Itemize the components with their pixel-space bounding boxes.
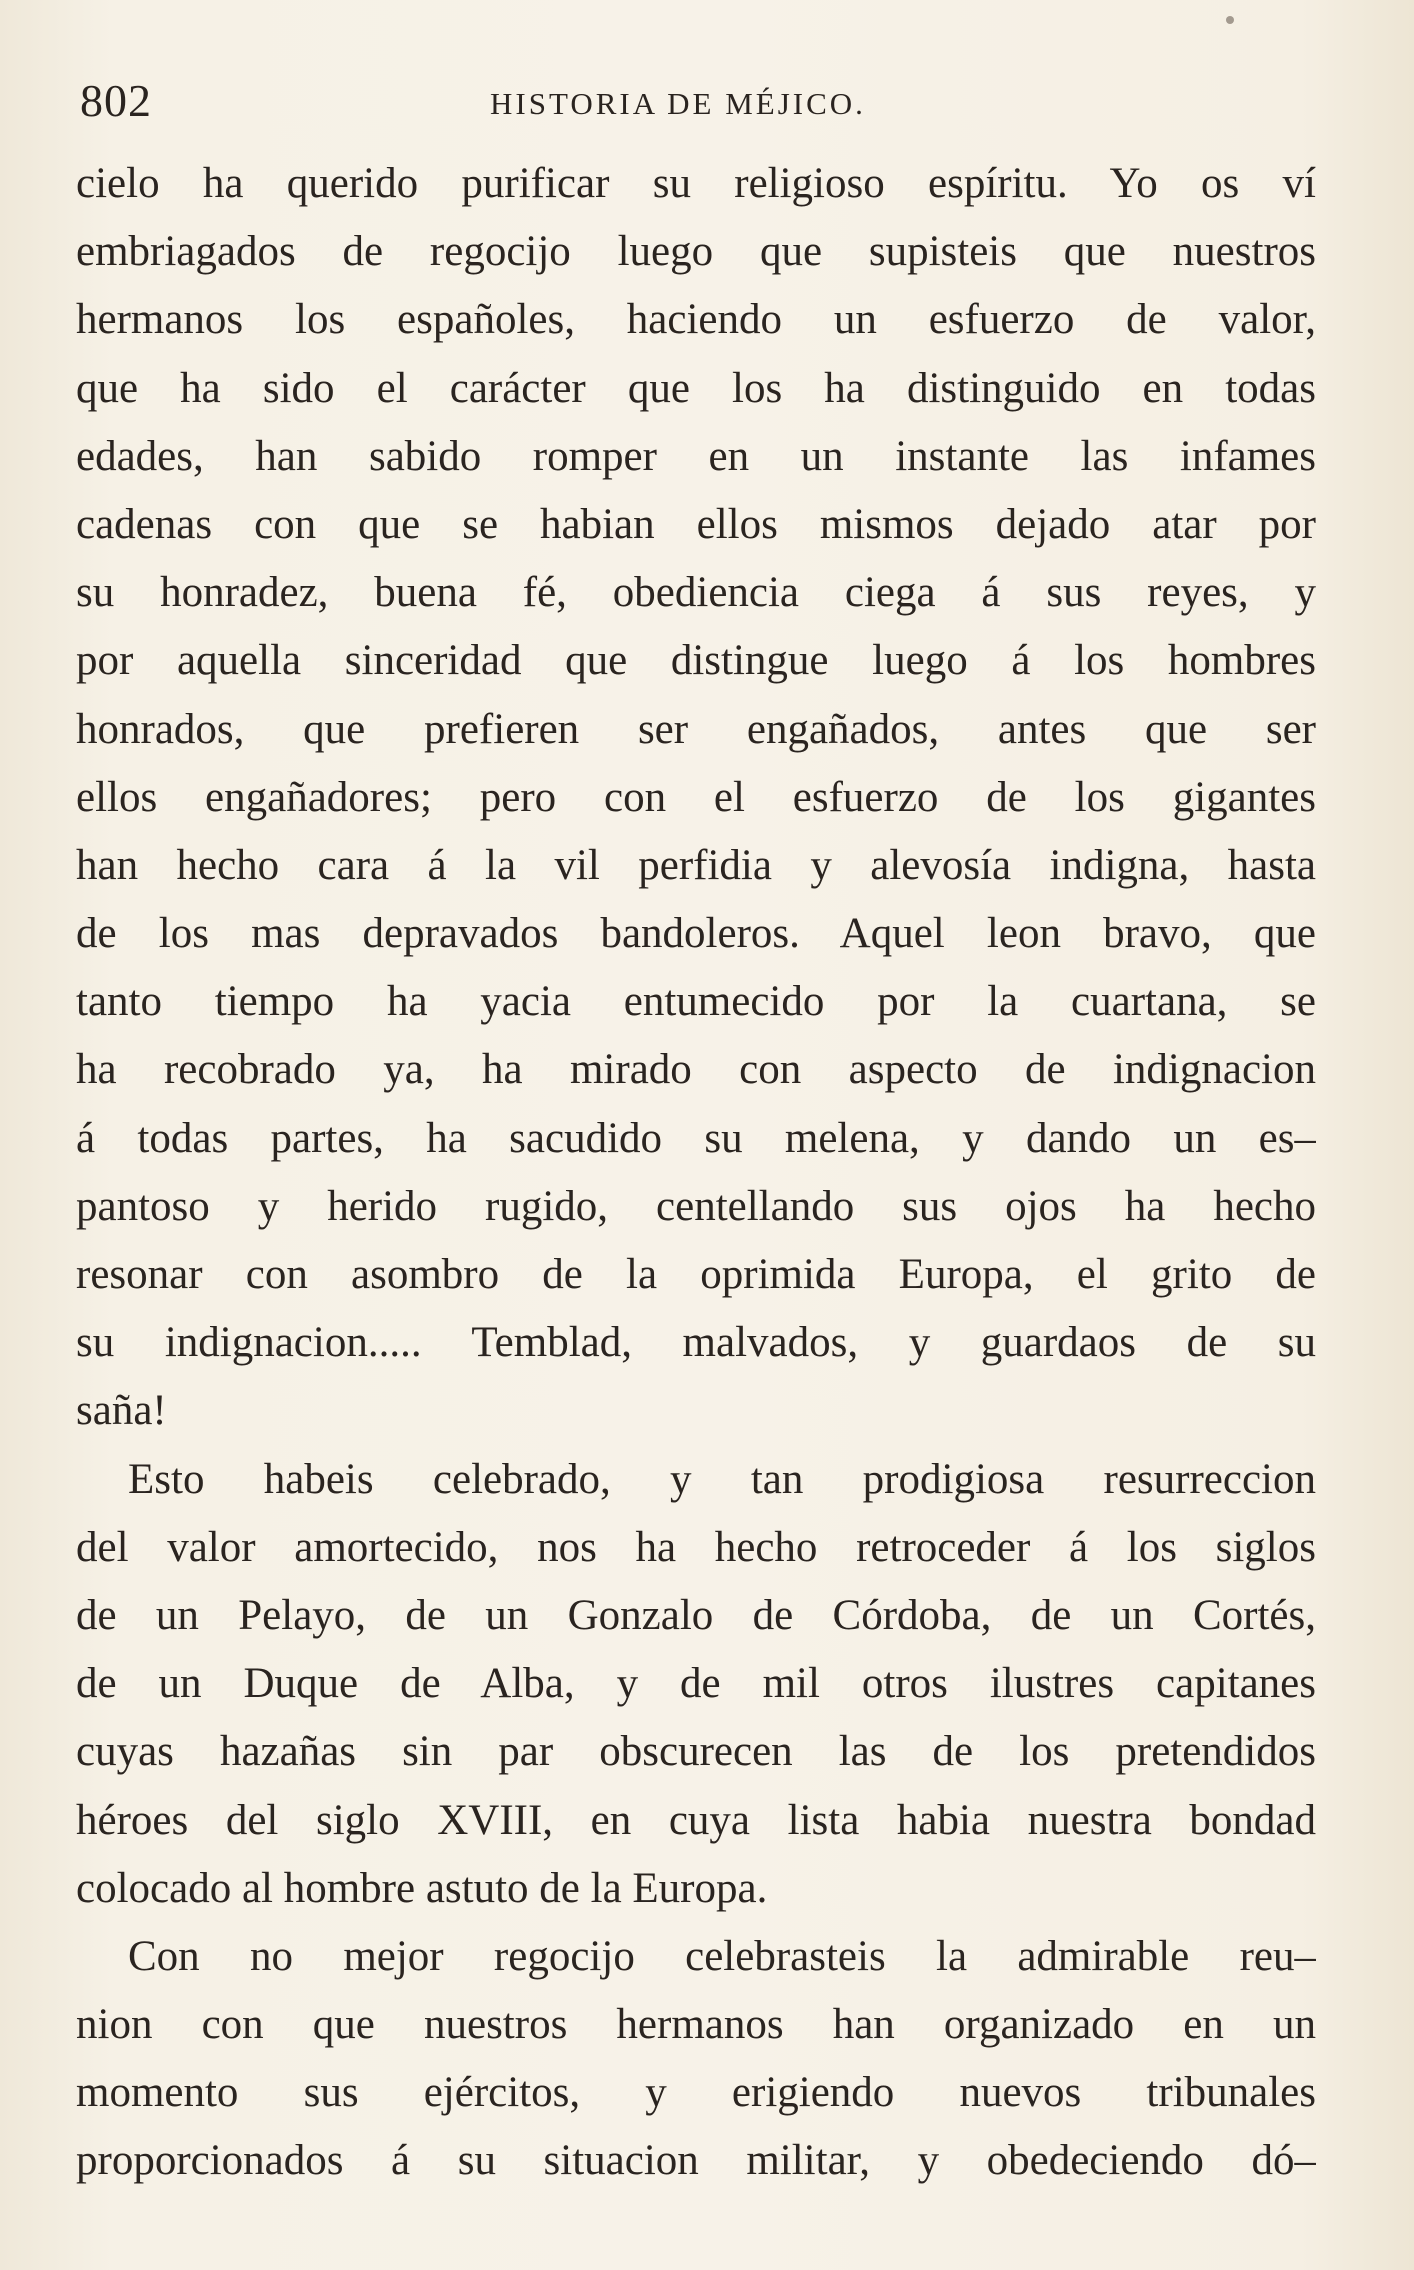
text-line: embriagados de regocijo luego que supisteis que nuestros xyxy=(76,228,1316,276)
text-line: por aquella sinceridad que distingue luego á los hombres xyxy=(76,637,1316,685)
text-line: han hecho cara á la vil perfidia y alevosía indigna, hasta xyxy=(76,841,1316,889)
text-line: proporcionados á su situacion militar, y obedeciendo dó– xyxy=(76,2137,1316,2185)
text-line: su honradez, buena fé, obediencia ciega á sus reyes, y xyxy=(76,569,1316,617)
text-line: momento sus ejércitos, y erigiendo nuevos tribunales xyxy=(76,2069,1316,2117)
text-line: Con no mejor regocijo celebrasteis la admirable reu– xyxy=(128,1932,1316,1980)
text-line: héroes del siglo XVIII, en cuya lista habia nuestra bondad xyxy=(76,1796,1316,1844)
text-line: Esto habeis celebrado, y tan prodigiosa resurreccion xyxy=(128,1455,1316,1503)
text-line: á todas partes, ha sacudido su melena, y dando un es– xyxy=(76,1114,1316,1162)
text-line: tanto tiempo ha yacia entumecido por la cuartana, se xyxy=(76,978,1316,1026)
text-line: de los mas depravados bandoleros. Aquel leon bravo, que xyxy=(76,910,1316,958)
text-line: de un Pelayo, de un Gonzalo de Córdoba, de un Cortés, xyxy=(76,1591,1316,1639)
text-line: cadenas con que se habian ellos mismos dejado atar por xyxy=(76,500,1316,548)
text-line: ha recobrado ya, ha mirado con aspecto de indignacion xyxy=(76,1046,1316,1094)
text-line: cielo ha querido purificar su religioso espíritu. Yo os ví xyxy=(76,160,1316,207)
text-line: edades, han sabido romper en un instante las infames xyxy=(76,432,1316,480)
text-line: cuyas hazañas sin par obscurecen las de los pretendidos xyxy=(76,1728,1316,1776)
running-head: HISTORIA DE MÉJICO. xyxy=(490,86,866,121)
page-header xyxy=(80,74,1320,134)
page-number: 802 xyxy=(80,75,152,126)
body-text xyxy=(76,150,1316,2196)
text-line: de un Duque de Alba, y de mil otros ilustres capitanes xyxy=(76,1660,1316,1708)
text-line: que ha sido el carácter que los ha distinguido en todas xyxy=(76,364,1316,412)
text-line: resonar con asombro de la oprimida Europa, el grito de xyxy=(76,1251,1316,1298)
text-line: pantoso y herido rugido, centellando sus ojos ha hecho xyxy=(76,1182,1316,1230)
text-line: colocado al hombre astuto de la Europa. xyxy=(76,1864,768,1912)
text-line: su indignacion..... Temblad, malvados, y guardaos de su xyxy=(76,1319,1316,1367)
text-line: del valor amortecido, nos ha hecho retroceder á los siglos xyxy=(76,1523,1316,1571)
print-mark xyxy=(1226,16,1234,24)
text-line: hermanos los españoles, haciendo un esfuerzo de valor, xyxy=(76,296,1316,344)
text-line: honrados, que prefieren ser engañados, antes que ser xyxy=(76,705,1316,753)
text-line: ellos engañadores; pero con el esfuerzo de los gigantes xyxy=(76,773,1316,821)
text-line: saña! xyxy=(76,1387,167,1435)
text-line: nion con que nuestros hermanos han organizado en un xyxy=(76,2001,1316,2049)
